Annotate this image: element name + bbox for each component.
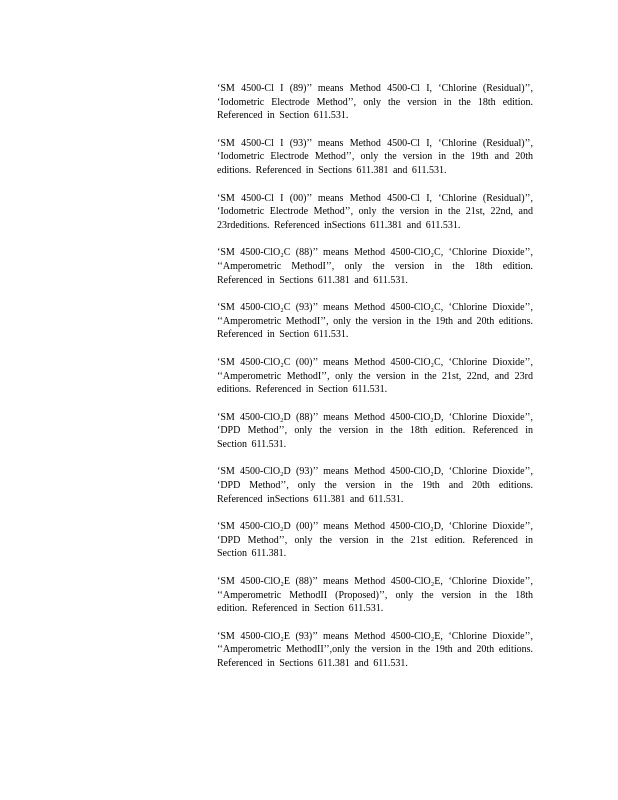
definition-paragraph: ‘SM 4500-ClO₂C (00)’’ means Method 4500-ClO₂C, ‘Chlorine Dioxide’’, ‘‘Amperometric MethodI’’, only the version in the 21st, 22nd, and 23rd editions. Referenced in Section 611.531. <box>217 356 533 396</box>
definition-paragraph: ‘SM 4500-ClO₂D (93)’’ means Method 4500-ClO₂D, ‘Chlorine Dioxide’’, ‘DPD Method’’, only the version in the 19th and 20th editions. Referenced inSections 611.381 and 611.531. <box>217 466 533 505</box>
definition-paragraph: ‘SM 4500-ClO₂E (93)’’ means Method 4500-ClO₂E, ‘Chlorine Dioxide’’, ‘‘Amperometric MethodII’’,only the version in the 19th and 20th editions. Referenced in Sections 611.381 and 611.531. <box>217 630 533 669</box>
definitions-block <box>217 82 533 685</box>
definition-paragraph: ‘SM 4500-Cl I (89)’’ means Method 4500-Cl I, ‘Chlorine (Residual)’’, ‘Iodometric Electrode Method’’, only the version in the 18th edition. Referenced in Section 611.531. <box>217 83 533 122</box>
definition-paragraph: ‘SM 4500-ClO₂E (88)’’ means Method 4500-ClO₂E, ‘Chlorine Dioxide’’, ‘‘Amperometric MethodII (Proposed)’’, only the version in the 18th edition. Referenced in Section 611.531. <box>217 576 533 615</box>
definition-paragraph: ‘SM 4500-ClO₂D (00)’’ means Method 4500-ClO₂D, ‘Chlorine Dioxide’’, ‘DPD Method’’, only the version in the 21st edition. Referenced in Section 611.381. <box>217 521 533 560</box>
definition-paragraph: ‘SM 4500-Cl I (93)’’ means Method 4500-Cl I, ‘Chlorine (Residual)’’, ‘Iodometric Electrode Method’’, only the version in the 19th and 20th editions. Referenced in Sections 611.381 and 611.531. <box>217 137 533 176</box>
definition-paragraph: ‘SM 4500-ClO₂D (88)’’ means Method 4500-ClO₂D, ‘Chlorine Dioxide’’, ‘DPD Method’’, only the version in the 18th edition. Referenced in Section 611.531. <box>217 411 533 450</box>
definition-paragraph: ‘SM 4500-ClO₂C (93)’’ means Method 4500-ClO₂C, ‘Chlorine Dioxide’’, ‘‘Amperometric MethodI’’, only the version in the 19th and 20th editions. Referenced in Section 611.531. <box>217 302 533 341</box>
definition-paragraph: ‘SM 4500-ClO₂C (88)’’ means Method 4500-ClO₂C, ‘Chlorine Dioxide’’, ‘‘Amperometric MethodI’’, only the version in the 18th edition. Referenced in Sections 611.381 and 611.531. <box>217 247 533 286</box>
definition-paragraph: ‘SM 4500-Cl I (00)’’ means Method 4500-Cl I, ‘Chlorine (Residual)’’, ‘Iodometric Electrode Method’’, only the version in the 21st, 22nd, and 23rdeditions. Referenced inSections 611.381 and 611.531. <box>217 192 533 231</box>
